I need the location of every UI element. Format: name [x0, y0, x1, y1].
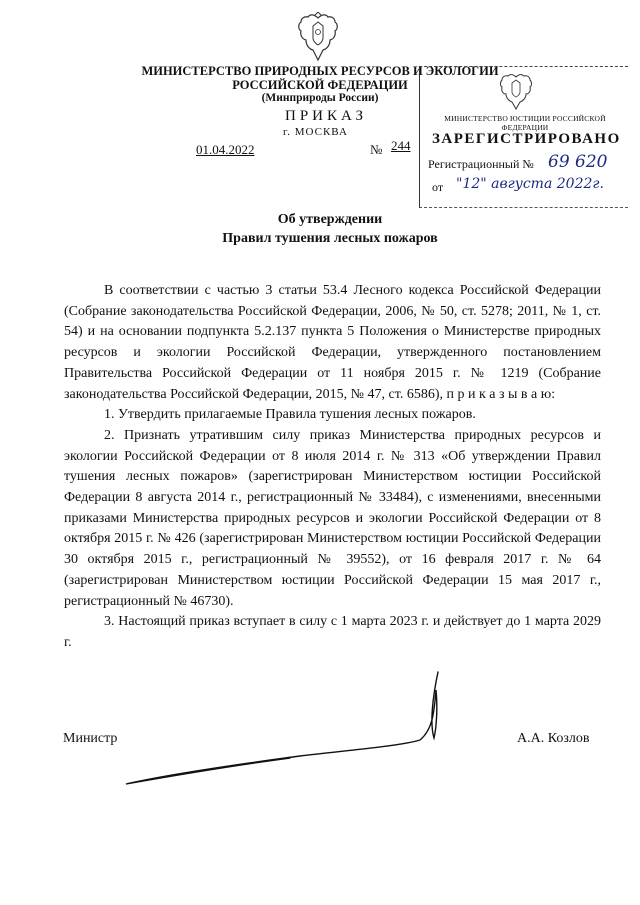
body-paragraph-item-2: 2. Признать утратившим силу приказ Министерства природных ресурсов и экологии Российской Федерации от 8 июля 2014 г. № 313 «Об утверждении Правил тушения лесных пожаров» (зарегистрирован Министерством юстиции Российской Федерации 8 августа 2014 г., регистрационный № 33484), с изменениями, внесенными приказами Министерства природных ресурсов и экологии Российской Федерации от 8 октября 2015 г. № 426 (зарегистрирован Министерством юстиции Российской Федерации 30 октября 2015 г., регистрационный № 39552), от 16 февраля 2017 г. № 64 (зарегистрирован Министерством юстиции Российской Федерации 15 мая 2017 г., регистрационный № 46730). — [64, 427, 601, 609]
body-paragraph-item-1: 1. Утвердить прилагаемые Правила тушения лесных пожаров. — [104, 407, 476, 423]
ministry-name-line2: РОССИЙСКОЙ ФЕДЕРАЦИИ — [232, 78, 408, 92]
document-date: 01.04.2022 — [196, 142, 255, 157]
stamp-regnum-label: Регистрационный № — [428, 157, 534, 171]
body-paragraph-item-3: 3. Настоящий приказ вступает в силу с 1 марта 2023 г. и действует до 1 марта 2029 г. — [64, 614, 601, 650]
ministry-short-name: (Минприроды России) — [261, 92, 379, 104]
document-type: ПРИКАЗ — [285, 108, 367, 124]
signatory-position: Министр — [63, 731, 118, 746]
stamp-ministry-name: МИНИСТЕРСТВО ЮСТИЦИИ РОССИЙСКОЙ ФЕДЕРАЦИИ — [444, 114, 606, 132]
document-title-line1: Об утверждении — [277, 212, 383, 227]
state-emblem-icon — [296, 12, 340, 64]
document-body — [64, 281, 601, 654]
signatory-name: А.А. Козлов — [517, 731, 590, 746]
ministry-name-line1: МИНИСТЕРСТВО ПРИРОДНЫХ РЕСУРСОВ И ЭКОЛОГИИ — [141, 64, 499, 78]
handwritten-signature — [120, 670, 480, 790]
stamp-registered-label: ЗАРЕГИСТРИРОВАНО — [432, 131, 621, 147]
stamp-date-value: "12" августа 2022г. — [456, 176, 604, 192]
stamp-emblem-icon — [498, 72, 534, 112]
stamp-date-prefix: от — [432, 180, 444, 194]
body-paragraph-preamble: В соответствии с частью 3 статьи 53.4 Лесного кодекса Российской Федерации (Собрание законодательства Российской Федерации, 2006, № 50, ст. 5278; 2011, № 1, ст. 54) и на основании подпункта 5.2.137 пункта 5 Положения о Министерстве природных ресурсов и экологии Российской Федерации, утвержденного постановлением Правительства Российской Федерации от 11 ноября 2015 г. № 1219 (Собрание законодательства Российской Федерации, 2015, № 47, ст. 6586), п р и к а з ы в а ю: — [64, 283, 601, 402]
document-title-line2: Правил тушения лесных пожаров — [222, 231, 438, 246]
stamp-regnum-value: 69 620 — [548, 152, 608, 172]
document-city: г. МОСКВА — [283, 126, 348, 138]
document-number-sign: № — [370, 142, 383, 157]
document-number: 244 — [391, 138, 411, 153]
